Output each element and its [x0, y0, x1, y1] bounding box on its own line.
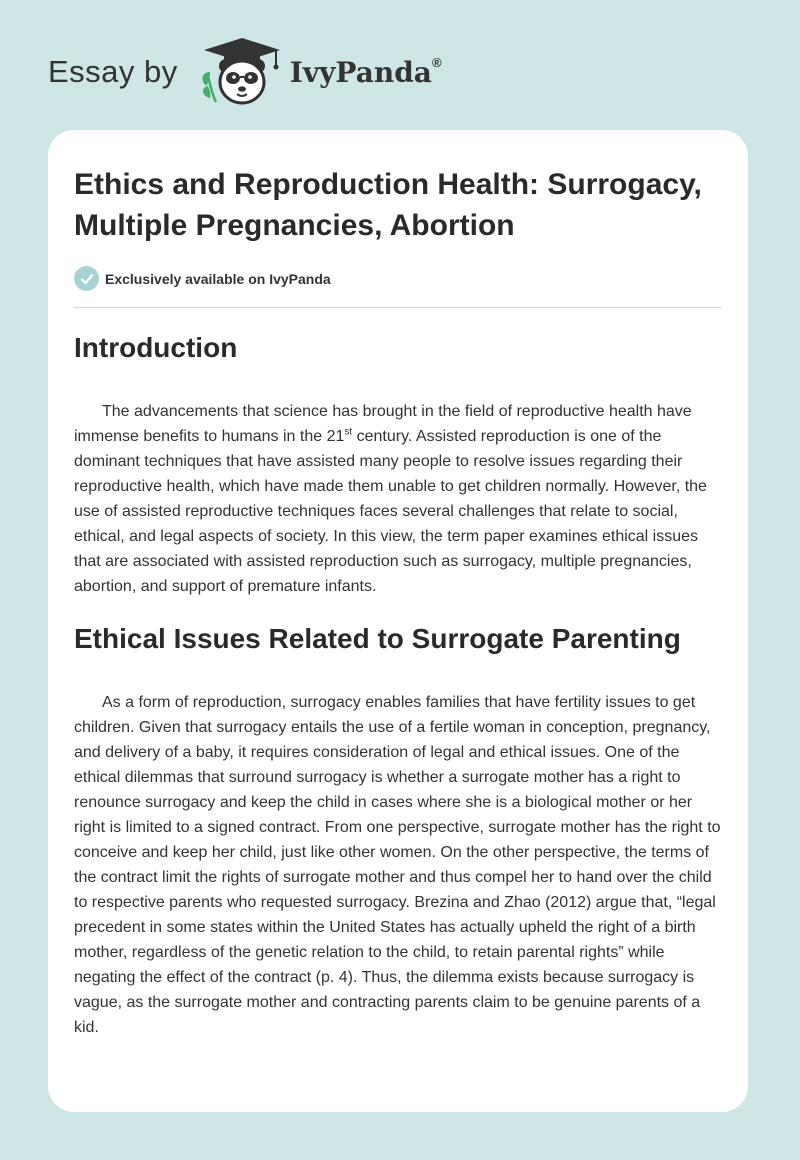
section-heading-introduction: Introduction: [74, 332, 238, 363]
check-circle-icon: [74, 266, 99, 291]
ordinal-suffix: st: [344, 426, 353, 438]
exclusive-badge: [74, 266, 722, 291]
divider: [74, 307, 722, 308]
trademark-symbol: ®: [431, 55, 442, 71]
brand-name[interactable]: IvyPanda®: [289, 55, 442, 89]
surrogate-parenting-paragraph: As a form of reproduction, surrogacy enables families that have fertility issues to get children. Given that surrogacy entails the use of a fertile woman in conception, pregnancy, and delivery of a baby, it requires consideration of legal and ethical issues. One of the ethical dilemmas that surround surrogacy is whether a surrogate mother has a right to renounce surrogacy and keep the child in cases where she is a biological mother or her right is limited to a signed contract. From one perspective, surrogate mother has the right to conceive and keep her child, just like other women. On the other perspective, the terms of the contract limit the rights of surrogate mother and thus compel her to hand over the child to respective parents who requested surrogacy. Brezina and Zhao (2012) argue that, “legal precedent in some states within the United States has actually upheld the right of a birth mother, regardless of the genetic relation to the child, to retain parental rights” while negating the effect of the contract (p. 4). Thus, the dilemma exists because surrogacy is vague, as the surrogate mother and contracting parents claim to be genuine parents of a kid.: [74, 694, 721, 1036]
essay-card: [48, 130, 748, 1112]
site-header: [48, 36, 442, 108]
introduction-paragraph: The advancements that science has brought in the field of reproductive health have immense benefits to humans in the 21st century. Assisted reproduction is one of the dominant techniques that have assisted many people to resolve issues regarding their reproductive health, which have made them unable to get children normally. However, the use of assisted reproductive techniques faces several challenges that relate to social, ethical, and legal aspects of society. In this view, the term paper examines ethical issues that are associated with assisted reproduction such as surrogacy, multiple pregnancies, abortion, and support of premature infants.: [74, 403, 707, 595]
exclusive-label: Exclusively available on IvyPanda: [105, 270, 331, 287]
essay-by-label: Essay by: [48, 54, 178, 89]
section-heading-surrogate-parenting: Ethical Issues Related to Surrogate Parenting: [74, 623, 681, 654]
graduate-panda-logo-icon[interactable]: [196, 36, 284, 108]
essay-title: Ethics and Reproduction Health: Surrogacy, Multiple Pregnancies, Abortion: [74, 168, 702, 242]
